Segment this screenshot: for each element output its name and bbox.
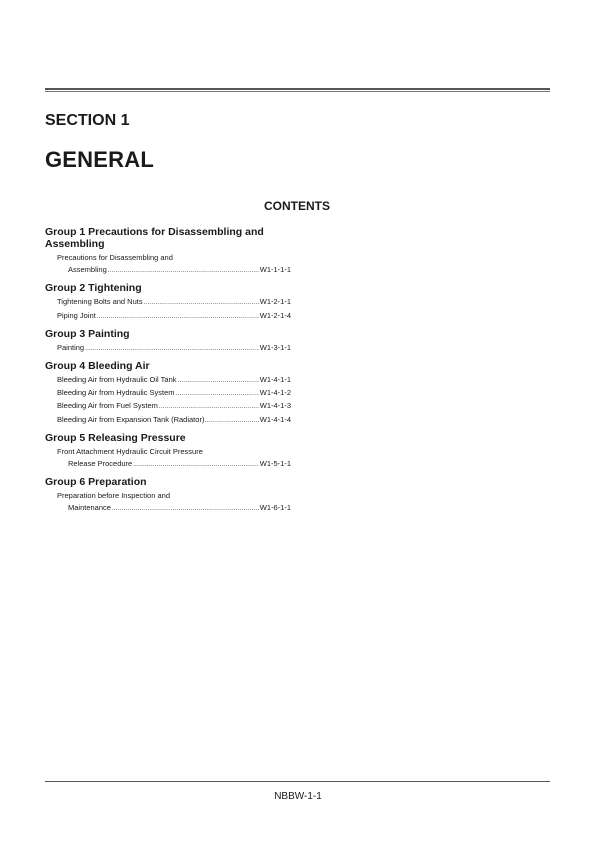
page-ref: W1-1-1-1 — [259, 265, 291, 275]
page-ref: W1-3-1-1 — [259, 342, 291, 352]
page-title: GENERAL — [45, 147, 154, 172]
entry-text: Bleeding Air from Hydraulic Oil Tank — [57, 375, 177, 385]
entry-text: Painting — [57, 342, 85, 352]
entry-line — [57, 296, 291, 309]
entry-text: Front Attachment Hydraulic Circuit Pressure — [57, 446, 203, 456]
entry-line — [57, 400, 291, 413]
group-title: Group 6 Preparation — [45, 476, 147, 489]
page-ref: W1-5-1-1 — [259, 459, 291, 469]
page-ref: W1-4-1-4 — [259, 414, 291, 424]
dot-leader — [85, 342, 259, 355]
page-ref: W1-2-1-1 — [259, 297, 291, 307]
toc-group-5 — [45, 432, 291, 471]
entry-line — [57, 252, 291, 264]
toc-entry[interactable] — [57, 252, 291, 277]
toc-group-4 — [45, 360, 291, 427]
toc-entry[interactable] — [57, 400, 291, 413]
entry-text: Bleeding Air from Expansion Tank (Radiator) — [57, 414, 205, 424]
footer-rule — [45, 781, 550, 782]
entry-line — [57, 387, 291, 400]
section-label: SECTION 1 — [45, 112, 130, 129]
toc-entry[interactable] — [57, 414, 291, 427]
toc-entry[interactable] — [57, 387, 291, 400]
entry-text: Maintenance — [68, 503, 111, 513]
dot-leader — [144, 296, 259, 309]
dot-leader — [97, 310, 259, 323]
entry-line — [57, 374, 291, 387]
dot-leader — [159, 400, 259, 413]
toc-entry[interactable] — [57, 310, 291, 323]
entry-line — [57, 310, 291, 323]
toc-entry[interactable] — [57, 446, 291, 471]
entry-line — [57, 264, 291, 277]
entry-line — [57, 342, 291, 355]
dot-leader — [112, 502, 259, 515]
dot-leader — [108, 264, 259, 277]
toc-entry[interactable] — [57, 296, 291, 309]
entry-line — [57, 502, 291, 515]
entry-text: Precautions for Disassembling and — [57, 253, 173, 262]
group-title: Group 3 Painting — [45, 327, 130, 340]
entry-line — [57, 490, 291, 502]
entry-text: Bleeding Air from Fuel System — [57, 401, 158, 411]
top-rule-thick — [45, 88, 550, 90]
entry-text: Preparation before Inspection and — [57, 491, 170, 501]
entry-text: Release Procedure — [68, 459, 133, 469]
entry-text: Tightening Bolts and Nuts — [57, 297, 143, 307]
table-of-contents — [45, 226, 291, 521]
group-title: Group 1 Precautions for Disassembling and Assembling — [45, 226, 264, 250]
dot-leader — [204, 414, 259, 427]
toc-group-2 — [45, 282, 291, 322]
dot-leader — [176, 387, 259, 400]
entry-text: Piping Joint — [57, 310, 96, 320]
page-ref: W1-4-1-2 — [259, 388, 291, 398]
group-title: Group 5 Releasing Pressure — [45, 431, 186, 444]
entry-line — [57, 458, 291, 471]
toc-group-6 — [45, 476, 291, 515]
dot-leader — [133, 458, 259, 471]
top-rule-thin — [45, 91, 550, 92]
dot-leader — [178, 374, 259, 387]
toc-entry[interactable] — [57, 342, 291, 355]
contents-heading: CONTENTS — [264, 199, 330, 213]
group-title: Group 4 Bleeding Air — [45, 360, 150, 373]
page-ref: W1-4-1-1 — [259, 375, 291, 385]
entry-line — [57, 446, 291, 458]
entry-text: Bleeding Air from Hydraulic System — [57, 388, 175, 398]
page-ref: W1-4-1-3 — [259, 401, 291, 411]
page-number: NBBW-1-1 — [274, 791, 322, 802]
toc-entry[interactable] — [57, 490, 291, 515]
toc-group-3 — [45, 328, 291, 355]
group-title: Group 2 Tightening — [45, 282, 142, 295]
toc-group-1 — [45, 226, 291, 277]
entry-text: Assembling — [68, 265, 107, 275]
page-ref: W1-6-1-1 — [259, 503, 291, 513]
page-ref: W1-2-1-4 — [259, 310, 291, 320]
entry-line — [57, 414, 291, 427]
toc-entry[interactable] — [57, 374, 291, 387]
